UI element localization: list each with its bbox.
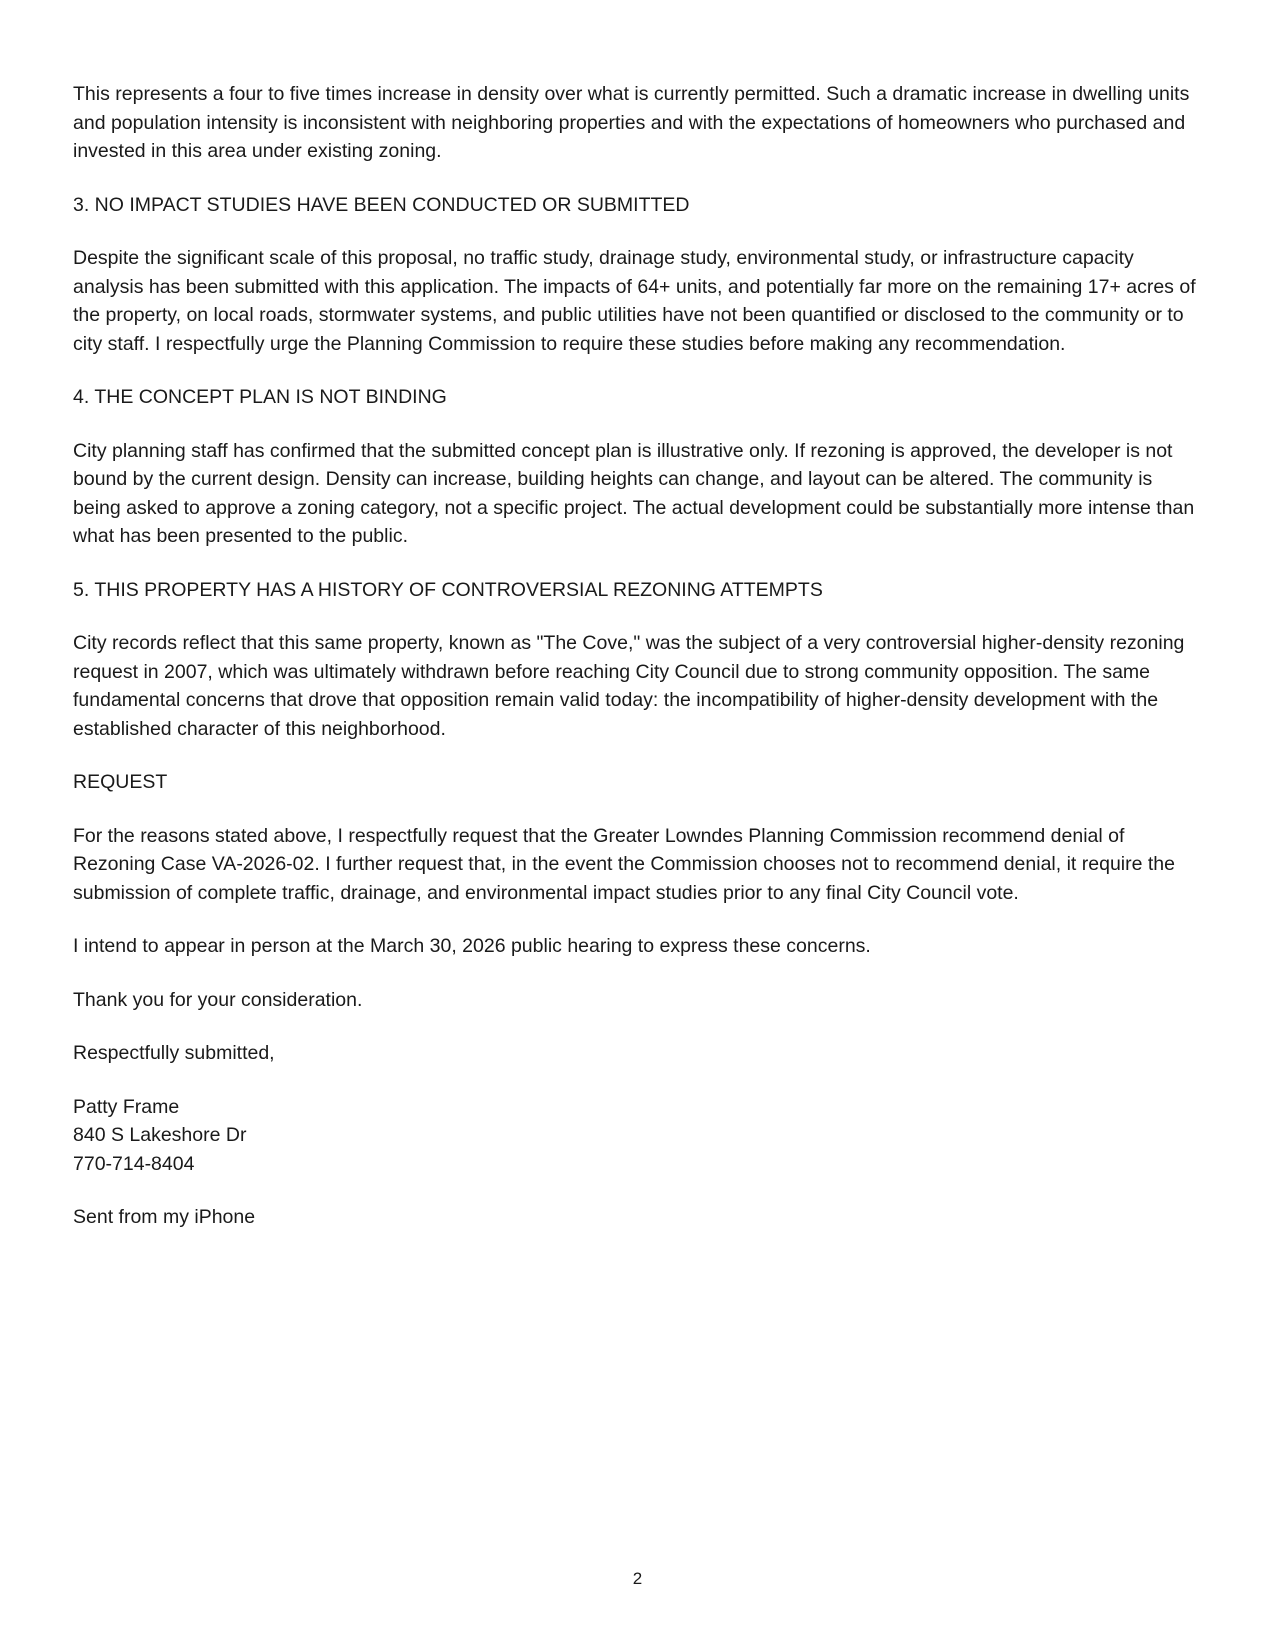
heading-rezoning-history: 5. THIS PROPERTY HAS A HISTORY OF CONTROVERSIAL REZONING ATTEMPTS [73,578,823,601]
sender-name: Patty Frame [73,1095,180,1118]
paragraph-thanks: Thank you for your consideration. [73,988,363,1011]
paragraph-rezoning-history: City records reflect that this same property, known as "The Cove," was the subject of a very controversial higher-density rezoning request in 2007, which was ultimately withdrawn before reaching City Council due to strong community opposition. The same fundamental concerns that drove that opposition remain valid today: the incompatibility of higher-density development with the established character of this neighborhood. [73,632,1185,740]
page-number: 2 [632,1569,643,1588]
paragraph-request: For the reasons stated above, I respectfully request that the Greater Lowndes Planning Commission recommend denial of Rezoning Case VA-2026-02. I further request that, in the event the Commission chooses not to recommend denial, it require the submission of complete traffic, drainage, and environmental impact studies prior to any final City Council vote. [73,824,1175,904]
footer-note: Sent from my iPhone [73,1206,256,1228]
signature-block [73,1093,1203,1179]
paragraph-density-increase: This represents a four to five times increase in density over what is currently permitted. Such a dramatic increase in dwelling units and population intensity is inconsistent with neighboring properties and with the expectations of homeowners who purchased and invested in this area under existing zoning. [73,83,1190,162]
closing-line: Respectfully submitted, [73,1042,275,1064]
heading-no-impact-studies: 3. NO IMPACT STUDIES HAVE BEEN CONDUCTED OR SUBMITTED [73,193,690,216]
heading-request: REQUEST [73,771,168,793]
letter-body [73,80,1203,1257]
sender-address: 840 S Lakeshore Dr [73,1124,247,1146]
heading-concept-plan: 4. THE CONCEPT PLAN IS NOT BINDING [73,386,447,408]
paragraph-appear-in-person: I intend to appear in person at the March 30, 2026 public hearing to express these concerns. [73,935,871,957]
paragraph-no-impact-studies: Despite the significant scale of this proposal, no traffic study, drainage study, environmental study, or infrastructure capacity analysis has been submitted with this application. The impacts of 64+ units, and potentially far more on the remaining 17+ acres of the property, on local roads, stormwater systems, and public utilities have not been quantified or disclosed to the community or to city staff. I respectfully urge the Planning Commission to require these studies before making any recommendation. [73,247,1196,355]
paragraph-concept-plan: City planning staff has confirmed that the submitted concept plan is illustrative only. If rezoning is approved, the developer is not bound by the current design. Density can increase, building heights can change, and layout can be altered. The community is being asked to approve a zoning category, not a specific project. The actual development could be substantially more intense than what has been presented to the public. [73,439,1195,547]
sender-phone: 770-714-8404 [73,1152,195,1175]
